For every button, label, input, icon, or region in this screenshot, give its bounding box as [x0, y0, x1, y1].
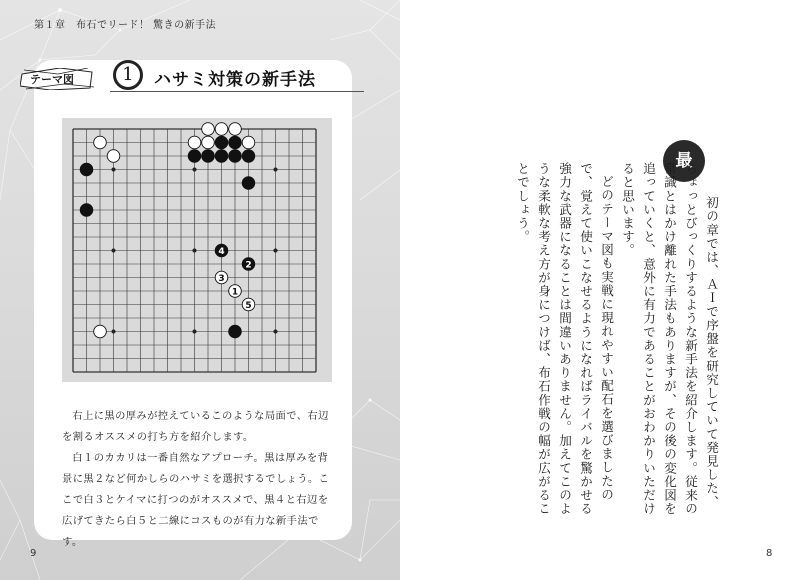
white-stone [107, 150, 120, 163]
chapter-header: 第１章 布石でリード！ 驚きの新手法 [34, 20, 217, 31]
black-stone [202, 150, 215, 163]
black-stone [215, 136, 228, 149]
white-stone [229, 285, 242, 298]
theme-heading [20, 58, 350, 98]
white-stone [215, 123, 228, 136]
black-stone [80, 204, 93, 217]
white-stone [215, 271, 228, 284]
intro-body-text [512, 162, 722, 522]
white-stone [188, 136, 201, 149]
white-stone [202, 136, 215, 149]
black-stone [188, 150, 201, 163]
black-stone [242, 177, 255, 190]
black-stone [242, 258, 255, 271]
move-number: 5 [245, 300, 252, 311]
dropcap-badge: 最 [663, 140, 705, 182]
white-stone [202, 123, 215, 136]
white-stone [94, 325, 107, 338]
white-stone [242, 136, 255, 149]
explanation-text [62, 406, 334, 553]
explanation-paragraph-2: 白１のカカリは一番自然なアプローチ。黒は厚みを背景に黒２など何かしらのハサミを選択するでしょう。ここで白３とケイマに打つのがオススメで、黒４と右辺を広げてきたら白５と二線にコスものが有力な新手法です。 [62, 452, 330, 548]
star-point [274, 249, 278, 253]
star-point [112, 249, 116, 253]
white-stone [242, 298, 255, 311]
star-point [274, 330, 278, 334]
black-stone [242, 150, 255, 163]
intro-paragraph-1-text: 初の章では、ＡＩで序盤を研究していて発見した、ちょっとびっくりするような新手法を紹介します。従来の常識とはかけ離れた手法もありますが、その後の変化図を追っていくと、意外に有力であることがおわかりいただけると思います。 [620, 162, 719, 516]
star-point [112, 330, 116, 334]
go-board [62, 118, 332, 382]
move-number: 3 [218, 273, 225, 284]
move-number: 2 [245, 260, 252, 271]
intro-paragraph-2: どのテーマ図も実戦に現れやすい配石を選びましたので、覚えて使いこなせるようになればライバルを驚かせる強力な武器になることは間違いありません。加えてこのような柔軟な考え方が身につけば、布石作戦の幅が広がることでしょう。 [515, 162, 614, 516]
intro-paragraph-1 [617, 162, 722, 522]
star-point [112, 168, 116, 172]
star-point [274, 168, 278, 172]
theme-number: 1 [122, 64, 134, 85]
star-point [193, 330, 197, 334]
theme-number-badge [113, 60, 143, 90]
black-stone [229, 325, 242, 338]
theme-title-underline [110, 91, 364, 92]
black-stone [215, 150, 228, 163]
page-number-right: 8 [766, 548, 773, 559]
black-stone [229, 150, 242, 163]
move-number: 1 [231, 287, 239, 298]
black-stone [80, 163, 93, 176]
star-point [193, 168, 197, 172]
go-board-frame [62, 118, 332, 382]
black-stone [215, 244, 228, 257]
black-stone [229, 136, 242, 149]
theme-title: ハサミ対策の新手法 [154, 70, 316, 90]
explanation-paragraph-1: 右上に黒の厚みが控えているこのような局面で、右辺を割るオススメの打ち方を紹介します。 [62, 410, 329, 443]
move-number: 4 [218, 246, 225, 257]
white-stone [229, 123, 242, 136]
theme-label: テーマ図 [30, 73, 74, 86]
page-number-left: 9 [30, 548, 37, 559]
star-point [193, 249, 197, 253]
white-stone [94, 136, 107, 149]
